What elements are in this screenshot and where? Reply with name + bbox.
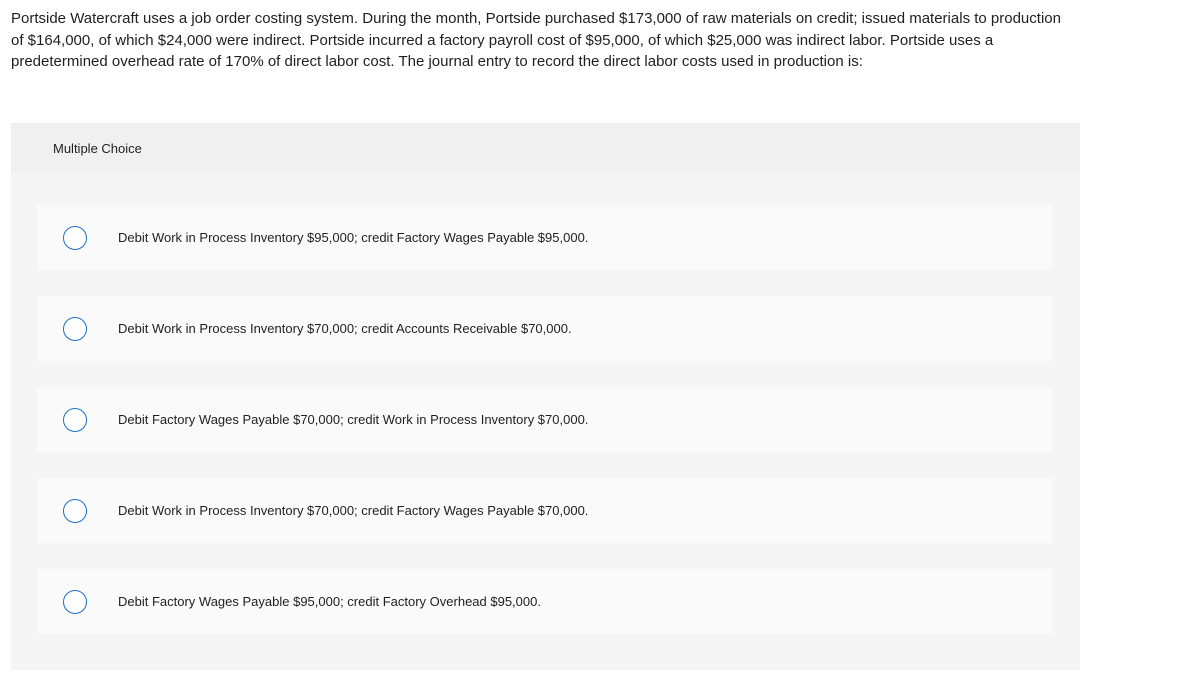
radio-button[interactable] <box>63 499 87 523</box>
choice-option-5[interactable] <box>37 569 1052 634</box>
multiple-choice-panel <box>11 123 1080 670</box>
radio-button[interactable] <box>63 226 87 250</box>
multiple-choice-header: Multiple Choice <box>11 123 1080 173</box>
choice-label: Debit Work in Process Inventory $70,000; credit Factory Wages Payable $70,000. <box>118 503 589 518</box>
question-text: Portside Watercraft uses a job order costing system. During the month, Portside purchased $173,000 of raw materials on credit; issued materials to production of $164,000, of which $24,000 were indirect. Portside incurred a factory payroll cost of $95,000, of which $25,000 was indirect labor. Portside uses a predetermined overhead rate of 170% of direct labor cost. The journal entry to record the direct labor costs used in production is: <box>11 10 1061 70</box>
choice-option-2[interactable] <box>37 296 1052 361</box>
choice-label: Debit Work in Process Inventory $95,000; credit Factory Wages Payable $95,000. <box>118 230 589 245</box>
radio-button[interactable] <box>63 590 87 614</box>
radio-button[interactable] <box>63 317 87 341</box>
choice-label: Debit Factory Wages Payable $70,000; credit Work in Process Inventory $70,000. <box>118 412 589 427</box>
choice-label: Debit Work in Process Inventory $70,000; credit Accounts Receivable $70,000. <box>118 321 572 336</box>
choice-list <box>37 205 1052 660</box>
choice-option-1[interactable] <box>37 205 1052 270</box>
choice-option-3[interactable] <box>37 387 1052 452</box>
radio-button[interactable] <box>63 408 87 432</box>
choice-label: Debit Factory Wages Payable $95,000; credit Factory Overhead $95,000. <box>118 594 541 609</box>
choice-option-4[interactable] <box>37 478 1052 543</box>
